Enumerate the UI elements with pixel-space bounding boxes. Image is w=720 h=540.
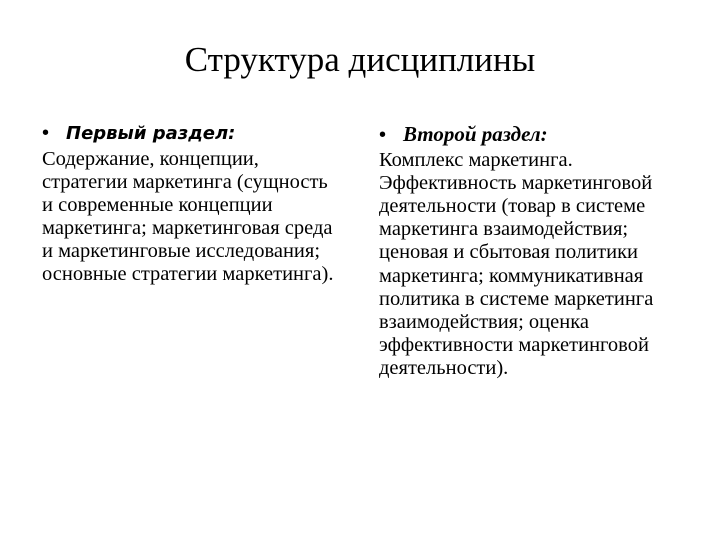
- right-heading-row: [379, 122, 699, 147]
- section-two-heading: Второй раздел:: [403, 122, 548, 146]
- bullet-marker: •: [379, 124, 387, 146]
- left-column: [42, 122, 342, 287]
- bullet-marker: •: [42, 122, 50, 144]
- section-one-heading: Первый раздел:: [66, 123, 236, 144]
- slide-title: Структура дисциплины: [184, 40, 536, 79]
- section-one-body: Содержание, концепции, стратегии маркетинга (сущность и современные концепции маркетинга; маркетинговая среда и маркетинговые исследования; основные стратегии маркетинга).: [42, 148, 334, 286]
- right-column: [379, 122, 699, 380]
- section-two-body: Комплекс маркетинга. Эффективность маркетинговой деятельности (товар в системе маркетинга взаимодействия; ценовая и сбытовая политики маркетинга; коммуникативная политика в системе маркетинга взаимодействия; оценка эффективности маркетинговой деятельности).: [379, 149, 654, 379]
- left-heading-row: [42, 122, 342, 146]
